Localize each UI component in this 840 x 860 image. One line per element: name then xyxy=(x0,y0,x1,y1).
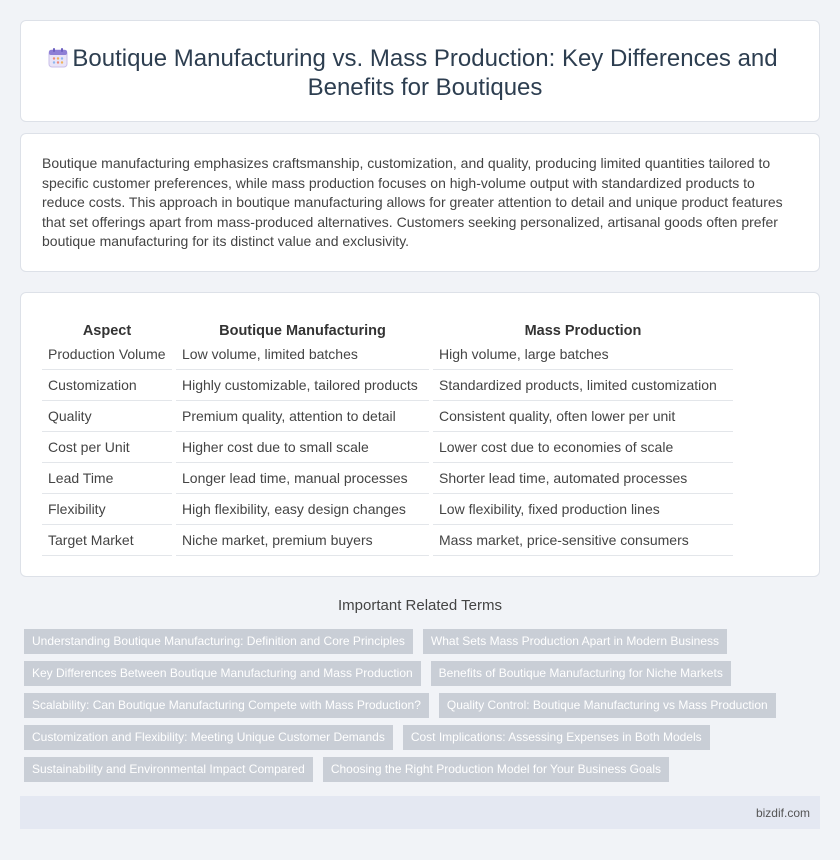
header-mass: Mass Production xyxy=(524,323,642,339)
cell-mass: High volume, large batches xyxy=(433,339,733,370)
cell-mass: Lower cost due to economies of scale xyxy=(433,432,733,463)
related-term-link[interactable]: What Sets Mass Production Apart in Modern Business xyxy=(423,629,727,654)
table-row xyxy=(42,401,733,432)
cell-boutique: Low volume, limited batches xyxy=(176,339,429,370)
cell-boutique: High flexibility, easy design changes xyxy=(176,494,429,525)
header-card xyxy=(20,20,820,122)
table-row xyxy=(42,432,733,463)
related-term-link[interactable]: Customization and Flexibility: Meeting Unique Customer Demands xyxy=(24,725,393,750)
table-row xyxy=(42,525,733,556)
table-row xyxy=(42,463,733,494)
header-boutique: Boutique Manufacturing xyxy=(219,323,386,339)
cell-mass: Mass market, price-sensitive consumers xyxy=(433,525,733,556)
cell-mass: Shorter lead time, automated processes xyxy=(433,463,733,494)
footer-site-name: bizdif.com xyxy=(755,806,810,820)
comparison-table xyxy=(42,315,733,556)
cell-aspect: Quality xyxy=(42,401,172,432)
header-aspect: Aspect xyxy=(82,323,132,339)
comparison-card xyxy=(20,292,820,577)
cell-boutique: Highly customizable, tailored products xyxy=(176,370,429,401)
footer xyxy=(20,796,820,829)
cell-aspect: Target Market xyxy=(42,525,172,556)
cell-aspect: Flexibility xyxy=(42,494,172,525)
related-term-link[interactable]: Cost Implications: Assessing Expenses in Both Models xyxy=(403,725,710,750)
table-header-row xyxy=(42,315,733,339)
table-row xyxy=(42,370,733,401)
related-term-link[interactable]: Benefits of Boutique Manufacturing for Niche Markets xyxy=(431,661,731,686)
cell-aspect: Lead Time xyxy=(42,463,172,494)
cell-mass: Consistent quality, often lower per unit xyxy=(433,401,733,432)
related-term-link[interactable]: Choosing the Right Production Model for Your Business Goals xyxy=(323,757,669,782)
related-term-link[interactable]: Key Differences Between Boutique Manufacturing and Mass Production xyxy=(24,661,421,686)
cell-mass: Low flexibility, fixed production lines xyxy=(433,494,733,525)
related-terms-list xyxy=(24,629,814,789)
table-row xyxy=(42,494,733,525)
intro-paragraph: Boutique manufacturing emphasizes craftsmanship, customization, and quality, producing limited quantities tailored to specific customer preferences, while mass production focuses on high-volume output with standardized products to reduce costs. This approach in boutique manufacturing allows for greater attention to detail and unique product features that set offerings apart from mass-produced alternatives. Customers seeking personalized, artisanal goods often prefer boutique manufacturing for its distinct value and exclusivity. xyxy=(42,155,783,249)
related-term-link[interactable]: Sustainability and Environmental Impact Compared xyxy=(24,757,313,782)
cell-boutique: Longer lead time, manual processes xyxy=(176,463,429,494)
intro-card xyxy=(20,133,820,272)
cell-boutique: Premium quality, attention to detail xyxy=(176,401,429,432)
related-terms-title: Important Related Terms xyxy=(338,597,502,614)
related-term-link[interactable]: Scalability: Can Boutique Manufacturing Compete with Mass Production? xyxy=(24,693,429,718)
cell-boutique: Niche market, premium buyers xyxy=(176,525,429,556)
related-term-link[interactable]: Understanding Boutique Manufacturing: Definition and Core Principles xyxy=(24,629,413,654)
cell-aspect: Cost per Unit xyxy=(42,432,172,463)
page-title: Boutique Manufacturing vs. Mass Production: Key Differences and Benefits for Boutiques xyxy=(72,45,778,101)
cell-aspect: Customization xyxy=(42,370,172,401)
cell-boutique: Higher cost due to small scale xyxy=(176,432,429,463)
table-row xyxy=(42,339,733,370)
cell-aspect: Production Volume xyxy=(42,339,172,370)
related-term-link[interactable]: Quality Control: Boutique Manufacturing vs Mass Production xyxy=(439,693,776,718)
cell-mass: Standardized products, limited customization xyxy=(433,370,733,401)
